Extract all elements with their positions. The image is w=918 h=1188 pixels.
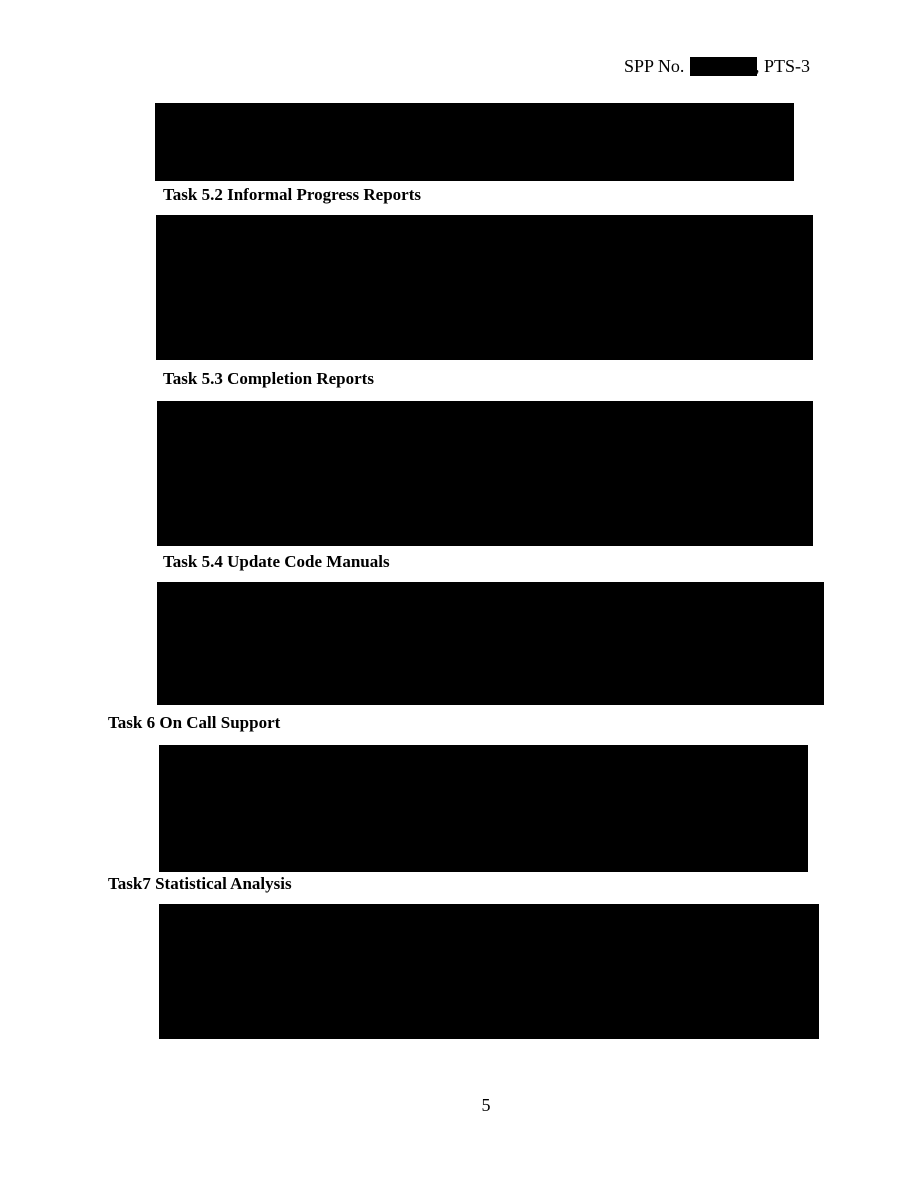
heading-task-6: Task 6 On Call Support — [108, 713, 281, 732]
header-pts-label: , PTS-3 — [755, 56, 811, 76]
redacted-block-6 — [159, 904, 819, 1039]
header-spp-number-redaction — [690, 57, 757, 76]
heading-task-5-4: Task 5.4 Update Code Manuals — [163, 552, 390, 571]
header-spp-label: SPP No. — [624, 56, 685, 76]
page-number: 5 — [481, 1095, 491, 1115]
redacted-block-4 — [157, 582, 824, 705]
redacted-block-2 — [156, 215, 813, 360]
heading-task-5-2: Task 5.2 Informal Progress Reports — [163, 185, 421, 204]
redacted-block-1 — [155, 103, 794, 181]
heading-task-7: Task7 Statistical Analysis — [108, 874, 292, 893]
redacted-block-3 — [157, 401, 813, 546]
redacted-block-5 — [159, 745, 808, 872]
heading-task-5-3: Task 5.3 Completion Reports — [163, 369, 374, 388]
